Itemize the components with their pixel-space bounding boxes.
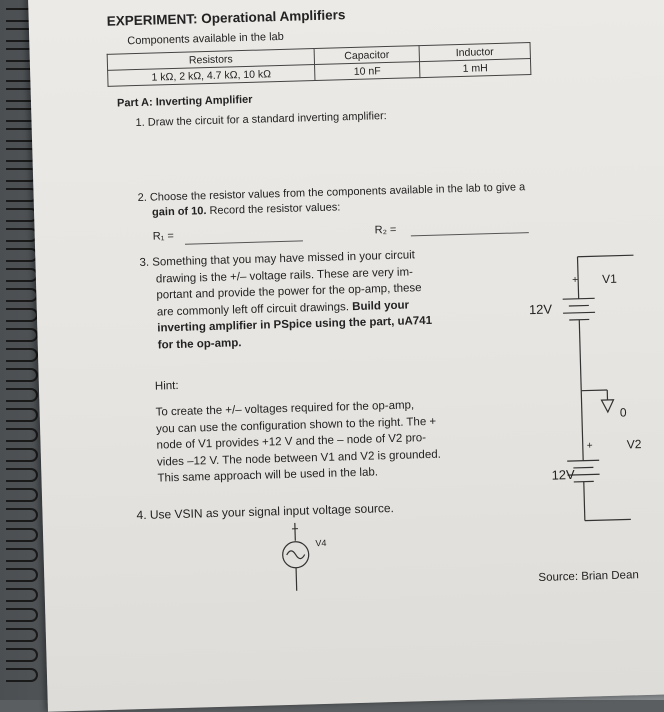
binding-ring: [6, 528, 38, 542]
binding-ring: [6, 568, 38, 582]
components-table: [107, 42, 532, 87]
hint-line: This same approach will be used in the lab.: [157, 463, 441, 487]
inductor-value: 1 mH: [419, 58, 530, 77]
v1-label: V1: [602, 272, 617, 286]
binding-ring: [6, 468, 38, 482]
hint-line: you can use the configuration shown to the right. The +: [156, 413, 440, 437]
v1-plus-sign: +: [572, 275, 578, 286]
binding-ring: [6, 228, 38, 242]
page-title: EXPERIMENT: Operational Amplifiers: [107, 7, 346, 29]
binding-ring: [6, 268, 38, 282]
binding-ring: [6, 388, 38, 402]
build-instruction: Build your: [352, 299, 409, 313]
resistors-values: 1 kΩ, 2 kΩ, 4.7 kΩ, 10 kΩ: [108, 65, 315, 87]
r2-answer-line: [411, 232, 529, 236]
v2-value: 12V: [551, 467, 575, 483]
hint-line: vides –12 V. The node between V1 and V2 is grounded.: [157, 446, 441, 470]
gain-text: gain of 10.: [152, 205, 207, 219]
v1-value: 12V: [529, 301, 553, 317]
question-3: [139, 247, 432, 354]
binding-ring: [6, 368, 38, 382]
binding-ring: [6, 448, 38, 462]
circuit-wires: [505, 249, 643, 553]
components-caption: Components available in the lab: [127, 31, 284, 47]
binding-ring: [6, 548, 38, 562]
question-1: 1. Draw the circuit for a standard inverting amplifier:: [135, 110, 387, 129]
question-3-line-text: are commonly left off circuit drawings.: [157, 301, 349, 318]
question-4: 4. Use VSIN as your signal input voltage source.: [136, 501, 394, 522]
binding-ring: [6, 588, 38, 602]
binding-ring: [6, 328, 38, 342]
binding-ring: [6, 608, 38, 622]
question-3-line: drawing is the +/– voltage rails. These are very im-: [140, 263, 431, 288]
question-3-line: portant and provide the power for the op-amp, these: [140, 280, 431, 305]
hint-line: To create the +/– voltages required for the op-amp,: [155, 397, 439, 421]
power-supply-circuit: [505, 249, 643, 553]
binding-ring: [6, 288, 38, 302]
question-3-bold-text: for the op-amp.: [158, 337, 242, 351]
capacitor-value: 10 nF: [315, 62, 420, 81]
binding-ring: [6, 488, 38, 502]
binding-ring: [6, 508, 38, 522]
question-2: [137, 180, 525, 221]
question-3-line: 3. Something that you may have missed in your circuit: [139, 247, 430, 272]
part-a-heading: Part A: Inverting Amplifier: [117, 94, 253, 110]
ground-label: 0: [620, 405, 627, 419]
binding-ring: [6, 408, 38, 422]
question-3-bold-text: inverting amplifier in PSpice using the part, uA741: [157, 315, 432, 335]
record-text: Record the resistor values:: [206, 201, 340, 217]
binding-ring: [6, 648, 38, 662]
hint-line: node of V1 provides +12 V and the – node of V2 pro-: [156, 430, 440, 454]
r1-label: R₁ =: [153, 230, 174, 243]
source-credit: Source: Brian Dean: [538, 569, 639, 584]
binding-ring: [6, 248, 38, 262]
v2-plus-sign: +: [587, 440, 593, 451]
binding-ring: [6, 308, 38, 322]
v4-label: V4: [315, 538, 326, 548]
binding-ring: [6, 348, 38, 362]
binding-ring: [6, 668, 38, 682]
r1-answer-line: [185, 240, 303, 244]
binding-ring: [6, 428, 38, 442]
r2-label: R₂ =: [375, 224, 397, 237]
document-page: [28, 0, 664, 712]
header-resistors: Resistors: [107, 49, 314, 71]
header-inductor: Inductor: [419, 43, 530, 62]
hint-text: [155, 397, 441, 487]
binding-ring: [6, 628, 38, 642]
v2-label: V2: [627, 437, 642, 451]
hint-label: Hint:: [155, 380, 179, 393]
question-2-line1: 2. Choose the resistor values from the components available in the lab to give a: [137, 180, 525, 206]
vsin-source-symbol: [275, 522, 317, 593]
header-capacitor: Capacitor: [314, 46, 419, 65]
